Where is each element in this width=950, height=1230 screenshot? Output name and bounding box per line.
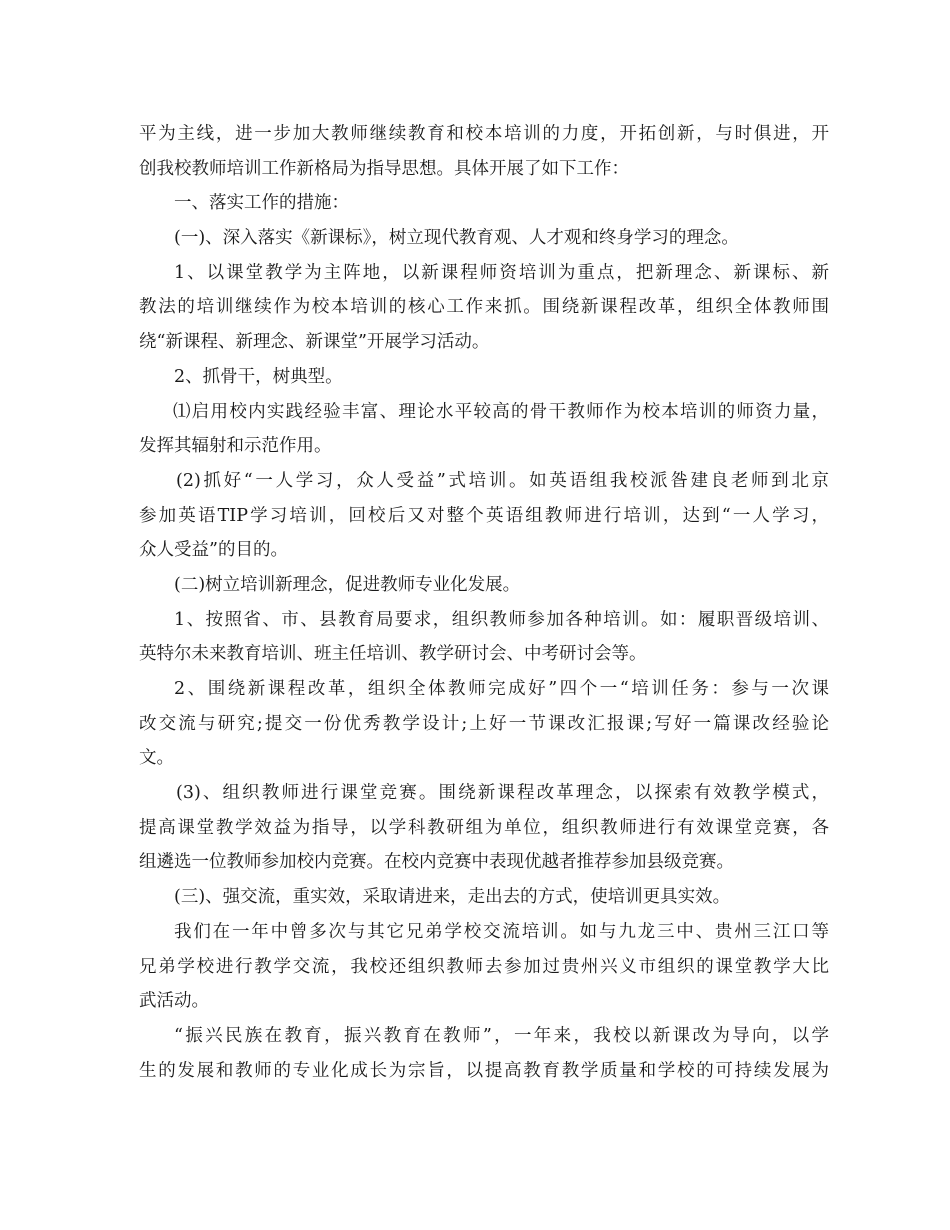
text-line: 2、围绕新课程改革，组织全体教师完成好”四个一“培训任务：参与一次课: [174, 679, 829, 699]
text-line: 1、以课堂教学为主阵地，以新课程师资培训为重点，把新理念、新课标、新: [174, 262, 829, 283]
text-line: “振兴民族在教育，振兴教育在教师”，一年来，我校以新课改为导向，以学: [174, 1025, 829, 1046]
text-line: 发挥其辐射和示范作用。: [139, 436, 332, 457]
text-line: 英特尔未来教育培训、班主任培训、教学研讨会、中考研讨会等。: [139, 644, 647, 665]
text-line: 兄弟学校进行教学交流，我校还组织教师去参加过贵州兴义市组织的课堂教学大比: [139, 956, 829, 977]
text-line: ⑴启用校内实践经验丰富、理论水平较高的骨干教师作为校本培训的师资力量，: [173, 401, 829, 422]
list-item-heading: 2、抓骨干，树典型。: [174, 366, 343, 387]
text-line: 众人受益”的目的。: [139, 540, 288, 561]
text-line: (2)抓好“一人学习，众人受益”式培训。如英语组我校派昝建良老师到北京: [176, 470, 829, 491]
text-line: 绕“新课程、新理念、新课堂”开展学习活动。: [139, 332, 490, 353]
text-line: 改交流与研究;提交一份优秀教学设计;上好一节课改汇报课;写好一篇课改经验论: [139, 713, 829, 734]
text-line: 平为主线，进一步加大教师继续教育和校本培训的力度，开拓创新，与时俱进，开: [139, 124, 829, 144]
subsection-heading: (二)树立培训新理念，促进教师专业化发展。: [174, 574, 521, 595]
text-line: (3)、组织教师进行课堂竞赛。围绕新课程改革理念，以探索有效教学模式，: [176, 783, 829, 804]
document-body: [139, 117, 829, 1088]
text-line: 武活动。: [139, 991, 209, 1012]
text-line: 我们在一年中曾多次与其它兄弟学校交流培训。如与九龙三中、贵州三江口等: [174, 921, 829, 942]
text-line: 文。: [139, 748, 174, 769]
text-line: 1、按照省、市、县教育局要求，组织教师参加各种培训。如：履职晋级培训、: [174, 609, 829, 630]
text-line: 参加英语TIP学习培训，回校后又对整个英语组教师进行培训，达到“一人学习，: [139, 505, 829, 526]
text-line: 提高课堂教学效益为指导，以学科教研组为单位，组织教师进行有效课堂竞赛，各: [139, 817, 829, 838]
subsection-heading: (三)、强交流，重实效，采取请进来，走出去的方式，使培训更具实效。: [174, 887, 731, 908]
text-line: 生的发展和教师的专业化成长为宗旨，以提高教育教学质量和学校的可持续发展为: [139, 1060, 829, 1081]
section-heading: 一、落实工作的措施：: [174, 193, 349, 214]
subsection-heading: (一)、深入落实《新课标》，树立现代教育观、人才观和终身学习的理念。: [174, 228, 739, 249]
text-line: 创我校教师培训工作新格局为指导思想。具体开展了如下工作：: [139, 158, 629, 179]
text-line: 组遴选一位教师参加校内竞赛。在校内竞赛中表现优越者推荐参加县级竞赛。: [139, 852, 734, 873]
text-line: 教法的培训继续作为校本培训的核心工作来抓。围绕新课程改革，组织全体教师围: [139, 297, 829, 318]
